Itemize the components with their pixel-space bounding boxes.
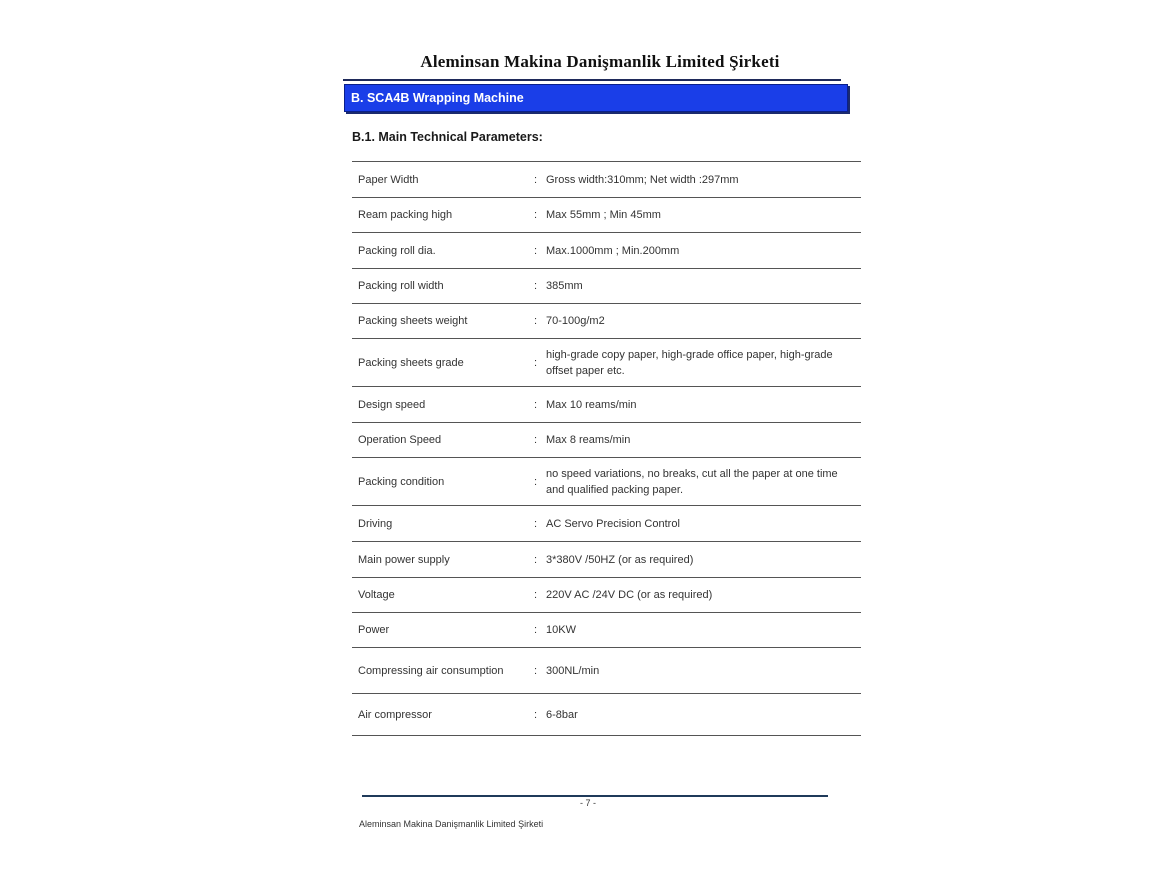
- spec-label: Voltage: [358, 589, 395, 601]
- spec-value: 385mm: [546, 280, 583, 292]
- spec-value: Max 8 reams/min: [546, 434, 631, 446]
- spec-row-main-power-supply: [352, 541, 861, 577]
- spec-label: Driving: [358, 517, 393, 530]
- spec-colon: :: [534, 434, 538, 446]
- spec-value: 6-8bar: [546, 708, 578, 721]
- spec-row-packing-condition: [352, 457, 861, 505]
- spec-label: Design speed: [358, 398, 426, 411]
- company-title: Aleminsan Makina Danişmanlik Limited Şirketi: [420, 52, 780, 71]
- subsection-title: B.1. Main Technical Parameters:: [352, 130, 543, 144]
- spec-value: 220V AC /24V DC (or as required): [546, 589, 713, 601]
- spec-value: Max.1000mm ; Min.200mm: [546, 244, 680, 257]
- spec-value: AC Servo Precision Control: [546, 517, 680, 530]
- spec-colon: :: [534, 244, 538, 257]
- spec-label: Packing sheets weight: [358, 315, 468, 327]
- spec-label: Packing roll dia.: [358, 244, 436, 257]
- spec-row-power: [352, 612, 861, 647]
- spec-colon: :: [534, 589, 538, 601]
- spec-label: Packing roll width: [358, 280, 444, 292]
- spec-label: Compressing air consumption: [358, 664, 504, 677]
- spec-label: Operation Speed: [358, 434, 442, 446]
- spec-row-paper-width: [352, 161, 861, 197]
- spec-label: Packing sheets grade: [358, 356, 464, 369]
- spec-label: Packing condition: [358, 475, 445, 488]
- spec-table: [352, 161, 861, 736]
- spec-value: 300NL/min: [546, 664, 600, 677]
- spec-row-driving: [352, 505, 861, 541]
- page-number: - 7 -: [580, 798, 597, 808]
- spec-colon: :: [534, 708, 538, 721]
- spec-colon: :: [534, 553, 538, 566]
- spec-colon: :: [534, 209, 538, 221]
- spec-colon: :: [534, 398, 538, 411]
- spec-row-ream-packing-high: [352, 197, 861, 232]
- spec-label: Ream packing high: [358, 209, 453, 221]
- spec-row-compressing-air-consumption: [352, 647, 861, 693]
- spec-colon: :: [534, 664, 538, 677]
- spec-value: 3*380V /50HZ (or as required): [546, 553, 694, 566]
- spec-value: 70-100g/m2: [546, 315, 605, 327]
- spec-label: Main power supply: [358, 553, 450, 566]
- section-banner: [344, 84, 848, 112]
- spec-label: Air compressor: [358, 708, 432, 721]
- spec-row-packing-roll-width: [352, 268, 861, 303]
- spec-row-operation-speed: [352, 422, 861, 457]
- spec-row-packing-sheets-weight: [352, 303, 861, 338]
- spec-row-packing-sheets-grade: [352, 338, 861, 386]
- spec-value: Gross width:310mm; Net width :297mm: [546, 173, 739, 186]
- header-rule: [343, 79, 841, 81]
- footer-company: Aleminsan Makina Danişmanlik Limited Şirketi: [359, 819, 544, 829]
- section-title: B. SCA4B Wrapping Machine: [351, 91, 524, 105]
- spec-row-air-compressor: [352, 693, 861, 736]
- spec-colon: :: [534, 517, 538, 530]
- spec-colon: :: [534, 173, 538, 186]
- spec-colon: :: [534, 475, 538, 488]
- spec-colon: :: [534, 280, 538, 292]
- spec-value: high-grade copy paper, high-grade office paper, high-grade offset paper etc.: [546, 348, 833, 377]
- spec-value: 10KW: [546, 624, 576, 636]
- spec-row-packing-roll-dia: [352, 232, 861, 268]
- spec-row-design-speed: [352, 386, 861, 422]
- spec-row-voltage: [352, 577, 861, 612]
- spec-colon: :: [534, 624, 538, 636]
- spec-colon: :: [534, 315, 538, 327]
- spec-value: Max 55mm ; Min 45mm: [546, 209, 661, 221]
- spec-label: Paper Width: [358, 173, 419, 186]
- spec-colon: :: [534, 356, 538, 369]
- spec-label: Power: [358, 624, 390, 636]
- footer-rule: [362, 795, 828, 797]
- spec-value: Max 10 reams/min: [546, 398, 637, 411]
- spec-value: no speed variations, no breaks, cut all the paper at one time and qualified packing paper.: [546, 467, 838, 496]
